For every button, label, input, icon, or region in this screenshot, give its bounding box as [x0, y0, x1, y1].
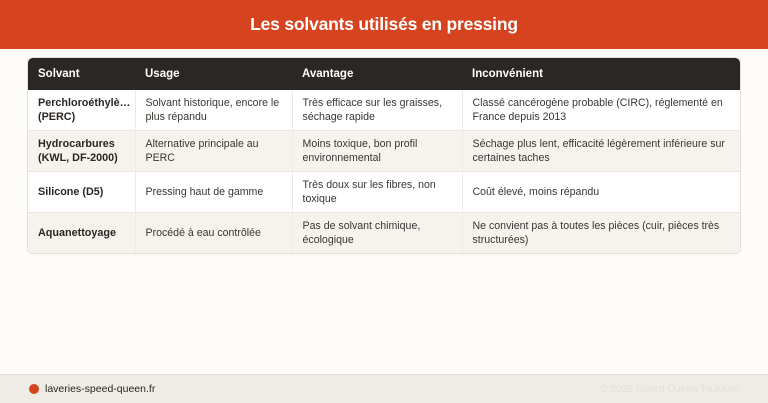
page-header [0, 0, 768, 49]
table-row [28, 172, 740, 213]
copyright-text: © 2026 Speed Queen Toulouse [600, 383, 740, 395]
page-footer [0, 374, 768, 403]
table-header-row [28, 58, 740, 90]
site-link[interactable]: laveries-speed-queen.fr [45, 383, 156, 395]
cell-inconvenient: Séchage plus lent, efficacité légèrement inférieure sur certaines taches [462, 131, 740, 172]
cell-inconvenient: Ne convient pas à toutes les pièces (cuir, pièces très structurées) [462, 212, 740, 253]
solvents-table-card [28, 58, 740, 253]
solvents-table [28, 58, 740, 253]
cell-solvant: Perchloroéthylè… (PERC) [28, 90, 135, 131]
cell-avantage: Pas de solvant chimique, écologique [292, 212, 462, 253]
cell-solvant: Hydrocarbures (KWL, DF-2000) [28, 131, 135, 172]
footer-brand [29, 383, 155, 395]
table-row [28, 131, 740, 172]
column-header-avantage: Avantage [302, 68, 354, 80]
column-header-usage: Usage [145, 68, 180, 80]
cell-avantage: Moins toxique, bon profil environnemental [292, 131, 462, 172]
cell-usage: Pressing haut de gamme [135, 172, 292, 213]
cell-usage: Alternative principale au PERC [135, 131, 292, 172]
cell-avantage: Très doux sur les fibres, non toxique [292, 172, 462, 213]
table-row [28, 212, 740, 253]
cell-solvant: Aquanettoyage [28, 212, 135, 253]
cell-solvant: Silicone (D5) [28, 172, 135, 213]
cell-avantage: Très efficace sur les graisses, séchage rapide [292, 90, 462, 131]
column-header-inconvenient: Inconvénient [472, 68, 543, 80]
page-title: Les solvants utilisés en pressing [250, 14, 518, 34]
cell-usage: Solvant historique, encore le plus répandu [135, 90, 292, 131]
brand-dot-icon [29, 384, 39, 394]
cell-inconvenient: Coût élevé, moins répandu [462, 172, 740, 213]
cell-inconvenient: Classé cancérogène probable (CIRC), réglementé en France depuis 2013 [472, 97, 723, 124]
table-row [28, 90, 740, 131]
column-header-solvant: Solvant [38, 68, 80, 80]
cell-usage: Procédé à eau contrôlée [135, 212, 292, 253]
